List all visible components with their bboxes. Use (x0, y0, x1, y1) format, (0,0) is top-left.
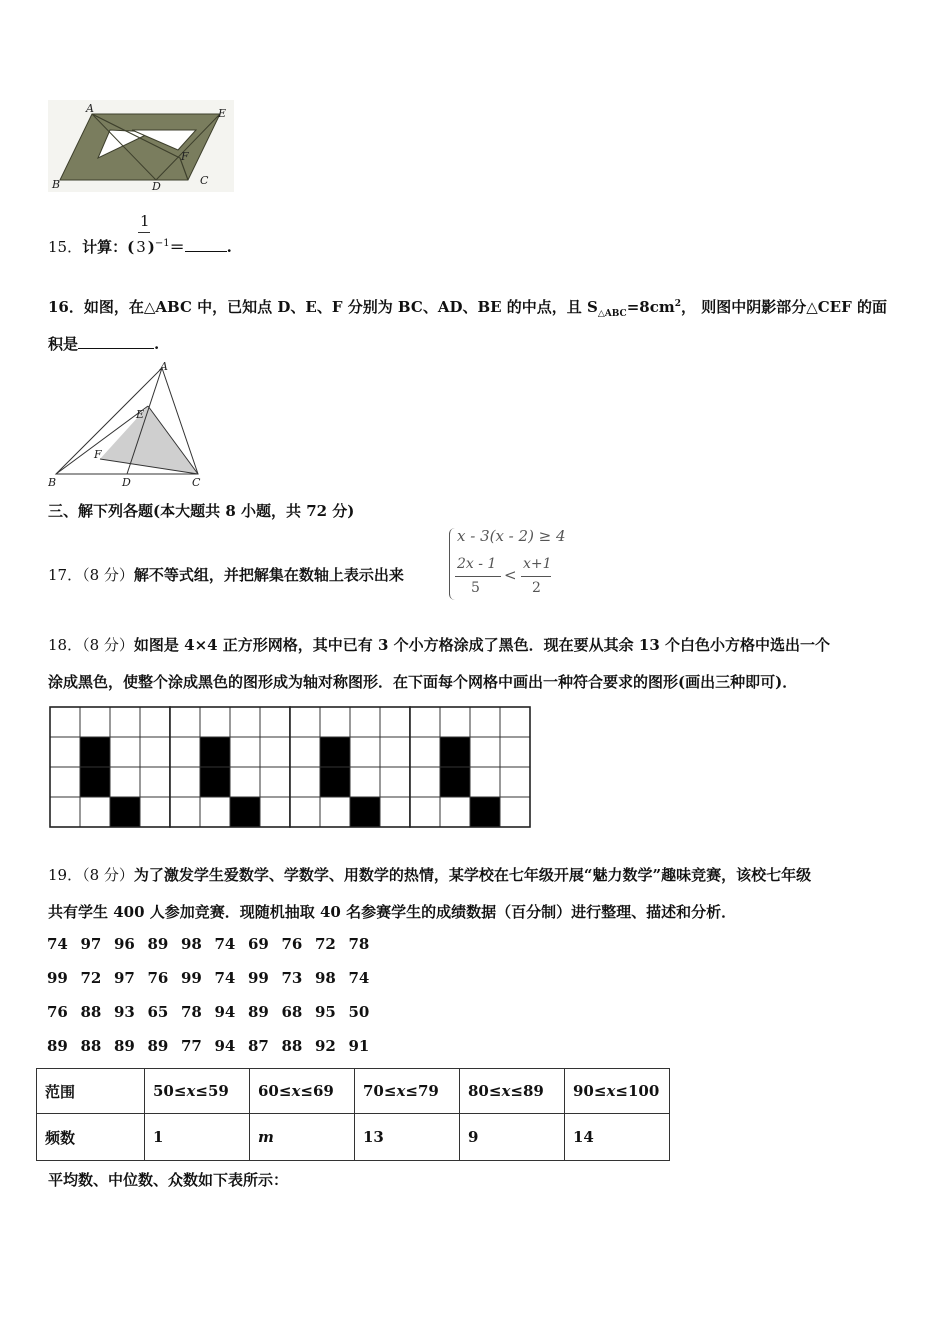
grid-cell-black (320, 767, 350, 797)
q17-frac-right-bar (521, 576, 551, 577)
question-18-line2: 涂成黑色，使整个涂成黑色的图形成为轴对称图形．在下面每个网格中画出一种符合要求的图形(画出三种即可)． (48, 673, 798, 691)
q17-less-than: < (504, 566, 517, 584)
table-cell: m (250, 1114, 355, 1161)
question-16-line1 (48, 296, 887, 319)
label-E: E (136, 408, 145, 421)
grid-cell-white[interactable] (500, 767, 530, 797)
score-row-1: 74 97 96 89 98 74 69 76 72 78 (47, 935, 370, 953)
grid-cell-black (110, 797, 140, 827)
grid-cell-white[interactable] (170, 707, 200, 737)
grid-cell-white[interactable] (200, 797, 230, 827)
score-row-3: 76 88 93 65 78 94 89 68 95 50 (47, 1003, 370, 1021)
grid-cell-black (350, 797, 380, 827)
grid-cell-white[interactable] (440, 707, 470, 737)
grid-cell-white[interactable] (140, 737, 170, 767)
q16-text: 16．如图，在△ABC 中，已知点 D、E、F 分别为 BC、AD、BE 的中点，且 S (48, 298, 598, 316)
grid-cell-white[interactable] (290, 707, 320, 737)
question-17 (48, 564, 404, 585)
question-number: 17．（8 分） (48, 566, 134, 584)
question-16-line2 (48, 333, 159, 354)
table-header-count: 频数 (37, 1114, 145, 1161)
question-number: 19．（8 分） (48, 866, 134, 884)
grid-cell-white[interactable] (470, 767, 500, 797)
grid-cell-white[interactable] (440, 797, 470, 827)
grid-cell-white[interactable] (380, 797, 410, 827)
table-cell: 9 (460, 1114, 565, 1161)
grid-cell-white[interactable] (50, 767, 80, 797)
grid-cell-white[interactable] (260, 737, 290, 767)
grid-cell-black (200, 737, 230, 767)
q16-text2: 积是 (48, 335, 79, 353)
grid-cell-white[interactable] (350, 767, 380, 797)
q18-grid-1[interactable] (50, 707, 170, 827)
grid-cell-white[interactable] (110, 707, 140, 737)
grid-cell-white[interactable] (260, 797, 290, 827)
label-A: A (160, 362, 168, 373)
q18-grid-3[interactable] (290, 707, 410, 827)
grid-cell-black (80, 737, 110, 767)
grid-cell-white[interactable] (260, 707, 290, 737)
q16-end: . (154, 335, 160, 353)
figure-q14 (48, 100, 234, 192)
q17-frac-left-bar (455, 576, 501, 577)
grid-cell-white[interactable] (230, 767, 260, 797)
q18-grid-4[interactable] (410, 707, 530, 827)
label-F: F (94, 448, 102, 461)
grid-cell-white[interactable] (50, 737, 80, 767)
question-19-line2: 共有学生 400 人参加竞赛．现随机抽取 40 名参赛学生的成绩数据（百分制）进行整理、描述和分析． (48, 903, 737, 921)
q15-fraction-denominator: 3 (136, 238, 146, 256)
grid-cell-black (440, 737, 470, 767)
table-row (37, 1069, 670, 1114)
label-D: D (152, 180, 161, 192)
grid-cell-white[interactable] (410, 707, 440, 737)
question-number: 18．（8 分） (48, 636, 134, 654)
table-cell: 13 (355, 1114, 460, 1161)
q18-text: 如图是 4×4 正方形网格，其中已有 3 个小方格涂成了黑色．现在要从其余 13 个白色小方格中选出一个 (133, 636, 830, 654)
label-B: B (52, 178, 61, 191)
grid-cell-white[interactable] (500, 707, 530, 737)
table-cell: 14 (565, 1114, 670, 1161)
score-row-2: 99 72 97 76 99 74 99 73 98 74 (47, 969, 370, 987)
grid-cell-white[interactable] (260, 767, 290, 797)
question-18-line1 (48, 634, 830, 655)
grid-cell-white[interactable] (170, 737, 200, 767)
table-cell: 80≤x≤89 (460, 1069, 565, 1114)
grid-cell-white[interactable] (80, 797, 110, 827)
label-A: A (86, 102, 94, 115)
score-row-4: 89 88 89 89 77 94 87 88 92 91 (47, 1037, 370, 1055)
grid-cell-white[interactable] (50, 707, 80, 737)
q15-prefix: 计算： (82, 238, 128, 256)
q17-frac-right-num: x+1 (523, 556, 552, 572)
grid-cell-white[interactable] (140, 767, 170, 797)
question-number: 15． (48, 238, 83, 256)
grid-cell-white[interactable] (350, 737, 380, 767)
q15-fraction-bar (138, 232, 150, 233)
q16-superscript: 2 (674, 299, 681, 309)
q15-fraction-numerator: 1 (140, 212, 150, 230)
table-header-range: 范围 (37, 1069, 145, 1114)
q17-inequality-system (449, 524, 589, 604)
q17-inequality-1: x - 3(x - 2) ≥ 4 (457, 527, 566, 545)
question-19-line1 (48, 864, 811, 885)
grid-cell-white[interactable] (140, 707, 170, 737)
q16-text-cont: ， 则图中阴影部分△CEF 的面 (680, 298, 887, 316)
grid-cell-white[interactable] (50, 797, 80, 827)
q17-frac-left-num: 2x - 1 (457, 556, 497, 572)
grid-cell-white[interactable] (170, 797, 200, 827)
label-D: D (122, 476, 131, 488)
table-cell: 50≤x≤59 (145, 1069, 250, 1114)
grid-cell-black (440, 767, 470, 797)
q15-end: . (226, 238, 232, 256)
q18-grid-2[interactable] (170, 707, 290, 827)
grid-cell-white[interactable] (500, 737, 530, 767)
table-cell: 60≤x≤69 (250, 1069, 355, 1114)
grid-cell-white[interactable] (140, 797, 170, 827)
grid-cell-white[interactable] (380, 767, 410, 797)
section-3-title: 三、解下列各题(本大题共 8 小题，共 72 分) (48, 502, 355, 520)
label-B: B (48, 476, 57, 488)
grid-cell-white[interactable] (80, 707, 110, 737)
grid-cell-white[interactable] (290, 737, 320, 767)
q17-frac-left-den: 5 (471, 580, 480, 596)
q18-grids (49, 706, 531, 828)
grid-cell-white[interactable] (410, 737, 440, 767)
figure-q16 (48, 362, 208, 488)
label-F: F (181, 150, 189, 163)
table-cell: 90≤x≤100 (565, 1069, 670, 1114)
grid-cell-white[interactable] (110, 767, 140, 797)
table-cell: 1 (145, 1114, 250, 1161)
q17-frac-right-den: 2 (532, 580, 541, 596)
question-15: 15．计算：( 1 3 )$^{-1}$＝ . (48, 212, 232, 256)
grid-cell-white[interactable] (290, 767, 320, 797)
q17-text: 解不等式组，并把解集在数轴上表示出来 (133, 566, 404, 584)
q15-equals: ＝ (169, 238, 185, 256)
q19-footer: 平均数、中位数、众数如下表所示： (48, 1171, 289, 1189)
q19-text: 为了激发学生爱数学、学数学、用数学的热情，某学校在七年级开展“魅力数学”趣味竞赛，该校七年级 (133, 866, 812, 884)
label-C: C (200, 174, 209, 187)
grid-cell-black (320, 737, 350, 767)
table-row (37, 1114, 670, 1161)
grid-cell-white[interactable] (230, 707, 260, 737)
grid-cell-black (470, 797, 500, 827)
grid-cell-white[interactable] (410, 797, 440, 827)
grid-cell-white[interactable] (470, 737, 500, 767)
q17-brace (449, 528, 456, 600)
grid-cell-black (80, 767, 110, 797)
grid-cell-white[interactable] (110, 737, 140, 767)
grid-cell-white[interactable] (500, 797, 530, 827)
grid-cell-white[interactable] (470, 707, 500, 737)
grid-cell-white[interactable] (170, 767, 200, 797)
grid-cell-black (230, 797, 260, 827)
grid-cell-white[interactable] (380, 737, 410, 767)
grid-cell-white[interactable] (320, 707, 350, 737)
grid-cell-white[interactable] (380, 707, 410, 737)
label-E: E (218, 107, 227, 120)
q16-answer-blank[interactable] (78, 348, 154, 349)
q15-answer-blank[interactable] (185, 251, 227, 252)
q15-exponent: −1 (154, 238, 170, 249)
grid-cell-white[interactable] (320, 797, 350, 827)
frequency-table (36, 1068, 670, 1161)
grid-cell-white[interactable] (200, 707, 230, 737)
q16-area: =8cm (626, 298, 675, 316)
grid-cell-white[interactable] (410, 767, 440, 797)
grid-cell-white[interactable] (230, 737, 260, 767)
grid-cell-white[interactable] (290, 797, 320, 827)
q16-subscript: △ABC (597, 309, 627, 319)
label-C: C (192, 476, 201, 488)
grid-cell-white[interactable] (350, 707, 380, 737)
table-cell: 70≤x≤79 (355, 1069, 460, 1114)
grid-cell-black (200, 767, 230, 797)
